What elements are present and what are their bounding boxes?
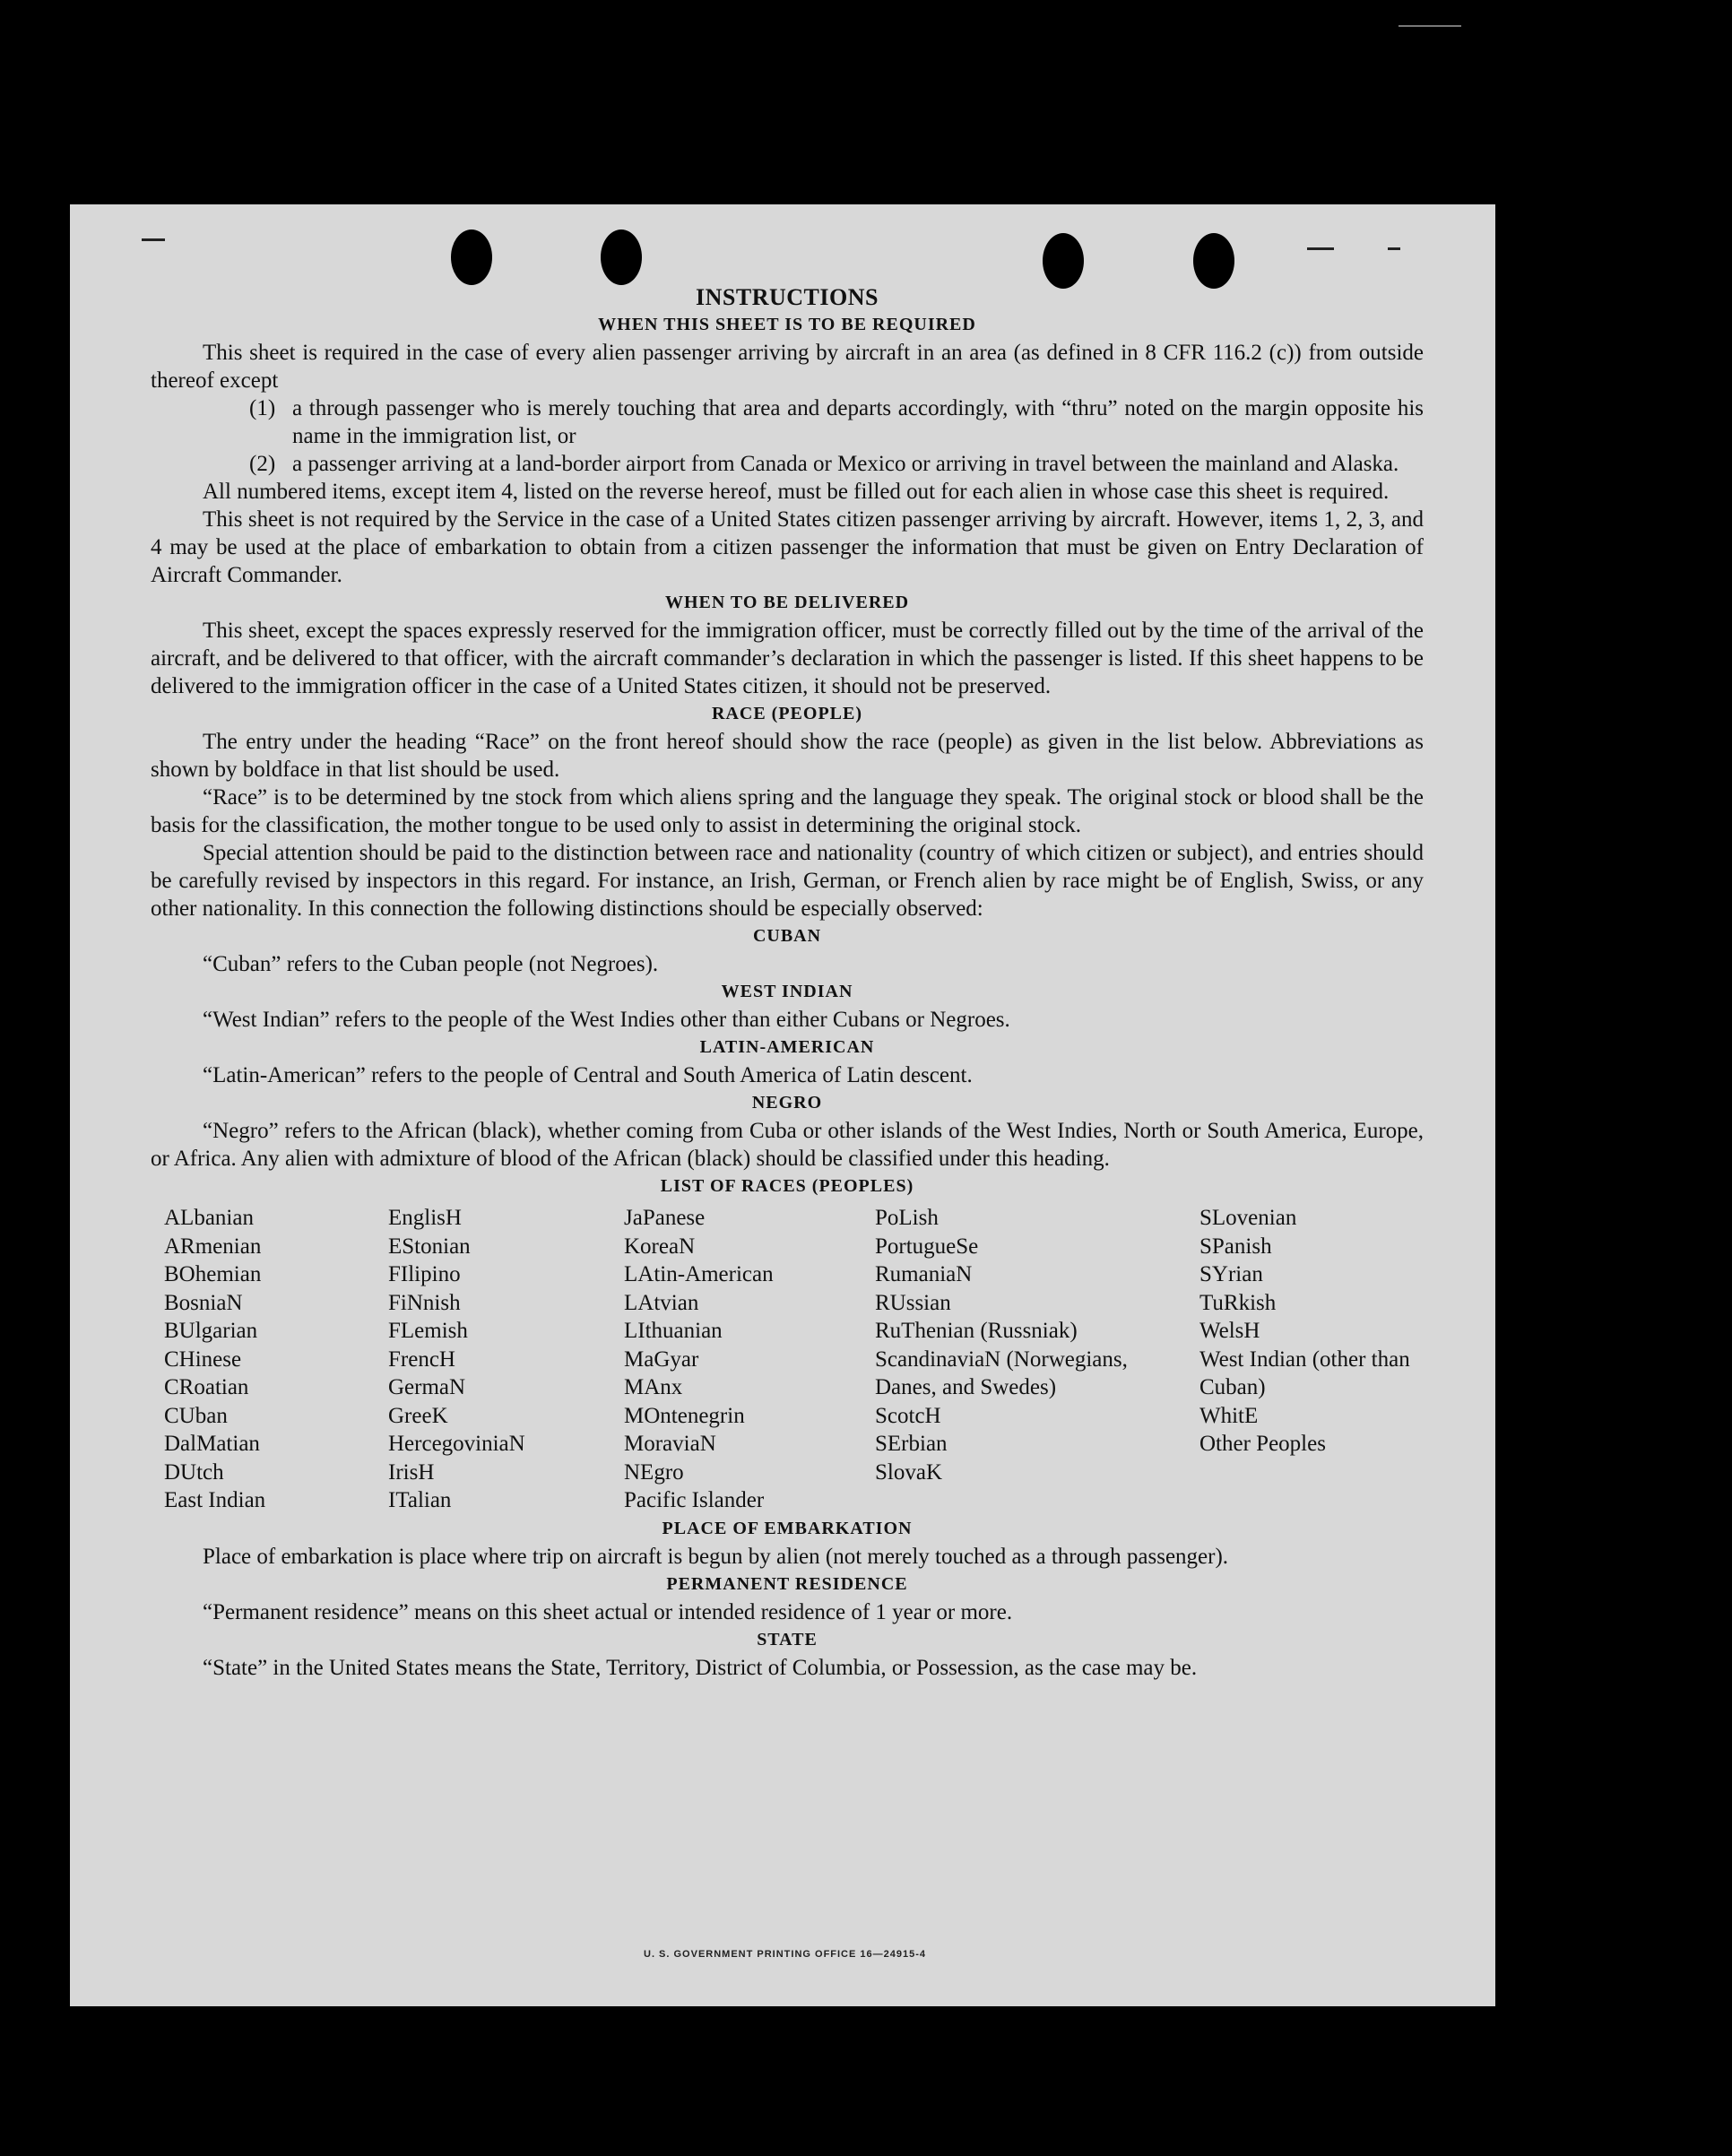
paragraph: All numbered items, except item 4, listed on the reverse hereof, must be filled out for each alien in whose case this sheet is required.	[203, 480, 1390, 504]
race-entry: JaPanese	[624, 1206, 706, 1230]
race-entry: EnglisH	[388, 1206, 462, 1230]
race-entry: EStonian	[388, 1234, 471, 1259]
paragraph: “Cuban” refers to the Cuban people (not Negroes).	[203, 952, 659, 976]
item-number: (2)	[249, 452, 276, 476]
section-heading: CUBAN	[752, 926, 822, 946]
race-entry: GermaN	[388, 1375, 466, 1399]
races-column	[1199, 1204, 1437, 1515]
races-column	[624, 1204, 875, 1515]
race-entry: FIlipino	[388, 1262, 461, 1286]
speck	[1388, 247, 1400, 250]
punch-hole	[1193, 233, 1234, 289]
race-entry: East Indian	[164, 1488, 266, 1512]
race-entry: LAtin-American	[624, 1262, 774, 1286]
paragraph: Place of embarkation is place where trip on aircraft is begun by alien (not merely touched as a through passenger).	[203, 1544, 1229, 1569]
section-heading: LATIN-AMERICAN	[699, 1037, 875, 1057]
races-column	[164, 1204, 388, 1515]
race-entry: SErbian	[875, 1432, 948, 1456]
section-heading: RACE (PEOPLE)	[712, 704, 862, 723]
paragraph: This sheet, except the spaces expressly reserved for the immigration officer, must be correctly filled out by the time of the arrival of the aircraft, and be delivered to that officer, with the aircraft commander’s declaration in which the passenger is listed. If this sheet happens to be delivered to the immigration officer in the case of a United States citizen, it should not be preserved.	[151, 619, 1424, 698]
instructions-body	[151, 283, 1424, 1682]
section-heading: PLACE OF EMBARKATION	[662, 1518, 913, 1538]
race-entry: ARmenian	[164, 1234, 262, 1259]
race-entry: GreeK	[388, 1403, 448, 1428]
race-entry: Other Peoples	[1199, 1432, 1326, 1456]
paragraph: Special attention should be paid to the distinction between race and nationality (country of which citizen or subject), and entries should be carefully revised by inspectors in this regard. For instance, an Irish, German, or French alien by race might be of English, Swiss, or any other nationality. In this connection the following distinctions should be especially observed:	[151, 841, 1424, 921]
race-entry: CHinese	[164, 1346, 242, 1372]
race-entry: MOntenegrin	[624, 1403, 745, 1428]
race-entry: DUtch	[164, 1459, 224, 1485]
item-text: a through passenger who is merely touching that area and departs accordingly, with “thru” noted on the margin opposite his name in the immigration list, or	[292, 396, 1424, 448]
section-heading: WHEN TO BE DELIVERED	[664, 593, 910, 612]
race-entry: NEgro	[624, 1459, 684, 1485]
list-item	[151, 394, 1424, 450]
section-heading: WEST INDIAN	[721, 982, 853, 1001]
race-entry: WhitE	[1199, 1403, 1259, 1428]
race-entry: MAnx	[624, 1375, 683, 1399]
paragraph: This sheet is required in the case of every alien passenger arriving by aircraft in an area (as defined in 8 CFR 116.2 (c)) from outside thereof except	[151, 341, 1424, 393]
race-entry: KoreaN	[624, 1234, 696, 1259]
punch-hole	[601, 229, 642, 285]
races-column	[875, 1204, 1199, 1515]
form-sheet	[70, 204, 1495, 2006]
race-entry: SYrian	[1199, 1262, 1263, 1286]
paragraph: “Race” is to be determined by tne stock from which aliens spring and the language they speak. The original stock or blood shall be the basis for the classification, the mother tongue to be used only to assist in determining the original stock.	[151, 785, 1424, 837]
race-entry: CUban	[164, 1403, 228, 1428]
page-title: INSTRUCTIONS	[696, 284, 879, 310]
race-entry: CRoatian	[164, 1375, 249, 1399]
race-entry: Pacific Islander	[624, 1488, 765, 1512]
race-entry: RUssian	[875, 1290, 951, 1315]
punch-hole	[1043, 233, 1084, 289]
section-heading: STATE	[757, 1629, 818, 1649]
race-entry: MoraviaN	[624, 1432, 716, 1456]
race-entry: SPanish	[1199, 1234, 1272, 1259]
paragraph: “Latin-American” refers to the people of Central and South America of Latin descent.	[203, 1063, 973, 1087]
races-column	[388, 1204, 624, 1515]
paragraph: The entry under the heading “Race” on the front hereof should show the race (people) as given in the list below. Abbreviations as shown by boldface in that list should be used.	[151, 730, 1424, 782]
paragraph: “State” in the United States means the State, Territory, District of Columbia, or Possession, as the case may be.	[203, 1655, 1198, 1680]
race-entry: PoLish	[875, 1206, 939, 1230]
race-entry: FLemish	[388, 1319, 468, 1343]
race-entry: DalMatian	[164, 1432, 260, 1456]
race-entry: BosniaN	[164, 1290, 243, 1315]
races-list	[151, 1204, 1424, 1515]
race-entry: PortugueSe	[875, 1234, 979, 1259]
race-entry: HercegoviniaN	[388, 1432, 525, 1456]
race-entry: ALbanian	[164, 1206, 254, 1230]
race-entry: LIthuanian	[624, 1319, 723, 1343]
item-number: (1)	[249, 396, 276, 420]
paragraph: “West Indian” refers to the people of the West Indies other than either Cubans or Negroes.	[203, 1008, 1010, 1032]
section-heading: NEGRO	[751, 1093, 823, 1113]
paragraph: “Permanent residence” means on this sheet actual or intended residence of 1 year or more.	[203, 1599, 1013, 1624]
race-entry: SlovaK	[875, 1459, 942, 1485]
punch-hole	[451, 229, 492, 285]
list-item	[151, 450, 1424, 478]
race-entry: ScotcH	[875, 1403, 941, 1428]
edge-mark	[1399, 25, 1461, 27]
race-entry: BUlgarian	[164, 1319, 258, 1343]
race-entry: FrencH	[388, 1346, 455, 1372]
speck	[142, 238, 165, 241]
race-entry: WelsH	[1199, 1319, 1260, 1343]
printer-imprint: U. S. GOVERNMENT PRINTING OFFICE 16—24915-4	[644, 1949, 927, 1960]
race-entry: ITalian	[388, 1488, 452, 1512]
section-heading: PERMANENT RESIDENCE	[666, 1573, 908, 1594]
race-entry: LAtvian	[624, 1290, 699, 1315]
paragraph: “Negro” refers to the African (black), whether coming from Cuba or other islands of the West Indies, North or South America, Europe, or Africa. Any alien with admixture of blood of the African (black) should be classified under this heading.	[151, 1119, 1424, 1171]
item-text: a passenger arriving at a land-border airport from Canada or Mexico or arriving in travel between the mainland and Alaska.	[292, 452, 1399, 476]
race-entry: BOhemian	[164, 1262, 262, 1286]
section-heading: WHEN THIS SHEET IS TO BE REQUIRED	[598, 315, 976, 334]
section-heading: LIST OF RACES (PEOPLES)	[660, 1176, 914, 1196]
speck	[1307, 247, 1334, 250]
paragraph: This sheet is not required by the Service in the case of a United States citizen passenger arriving by aircraft. However, items 1, 2, 3, and 4 may be used at the place of embarkation to obtain from a citizen passenger the information that must be given on Entry Declaration of Aircraft Commander.	[151, 507, 1424, 587]
race-entry: TuRkish	[1199, 1290, 1277, 1315]
race-entry: RuThenian (Russniak)	[875, 1319, 1078, 1343]
race-entry: FiNnish	[388, 1290, 461, 1315]
race-entry: MaGyar	[624, 1346, 699, 1372]
race-entry: ScandinaviaN (Norwegians, Danes, and Swedes)	[875, 1346, 1128, 1399]
race-entry: IrisH	[388, 1459, 435, 1485]
race-entry: RumaniaN	[875, 1262, 973, 1286]
race-entry: SLovenian	[1199, 1206, 1297, 1230]
race-entry: West Indian (other than Cuban)	[1199, 1346, 1410, 1399]
